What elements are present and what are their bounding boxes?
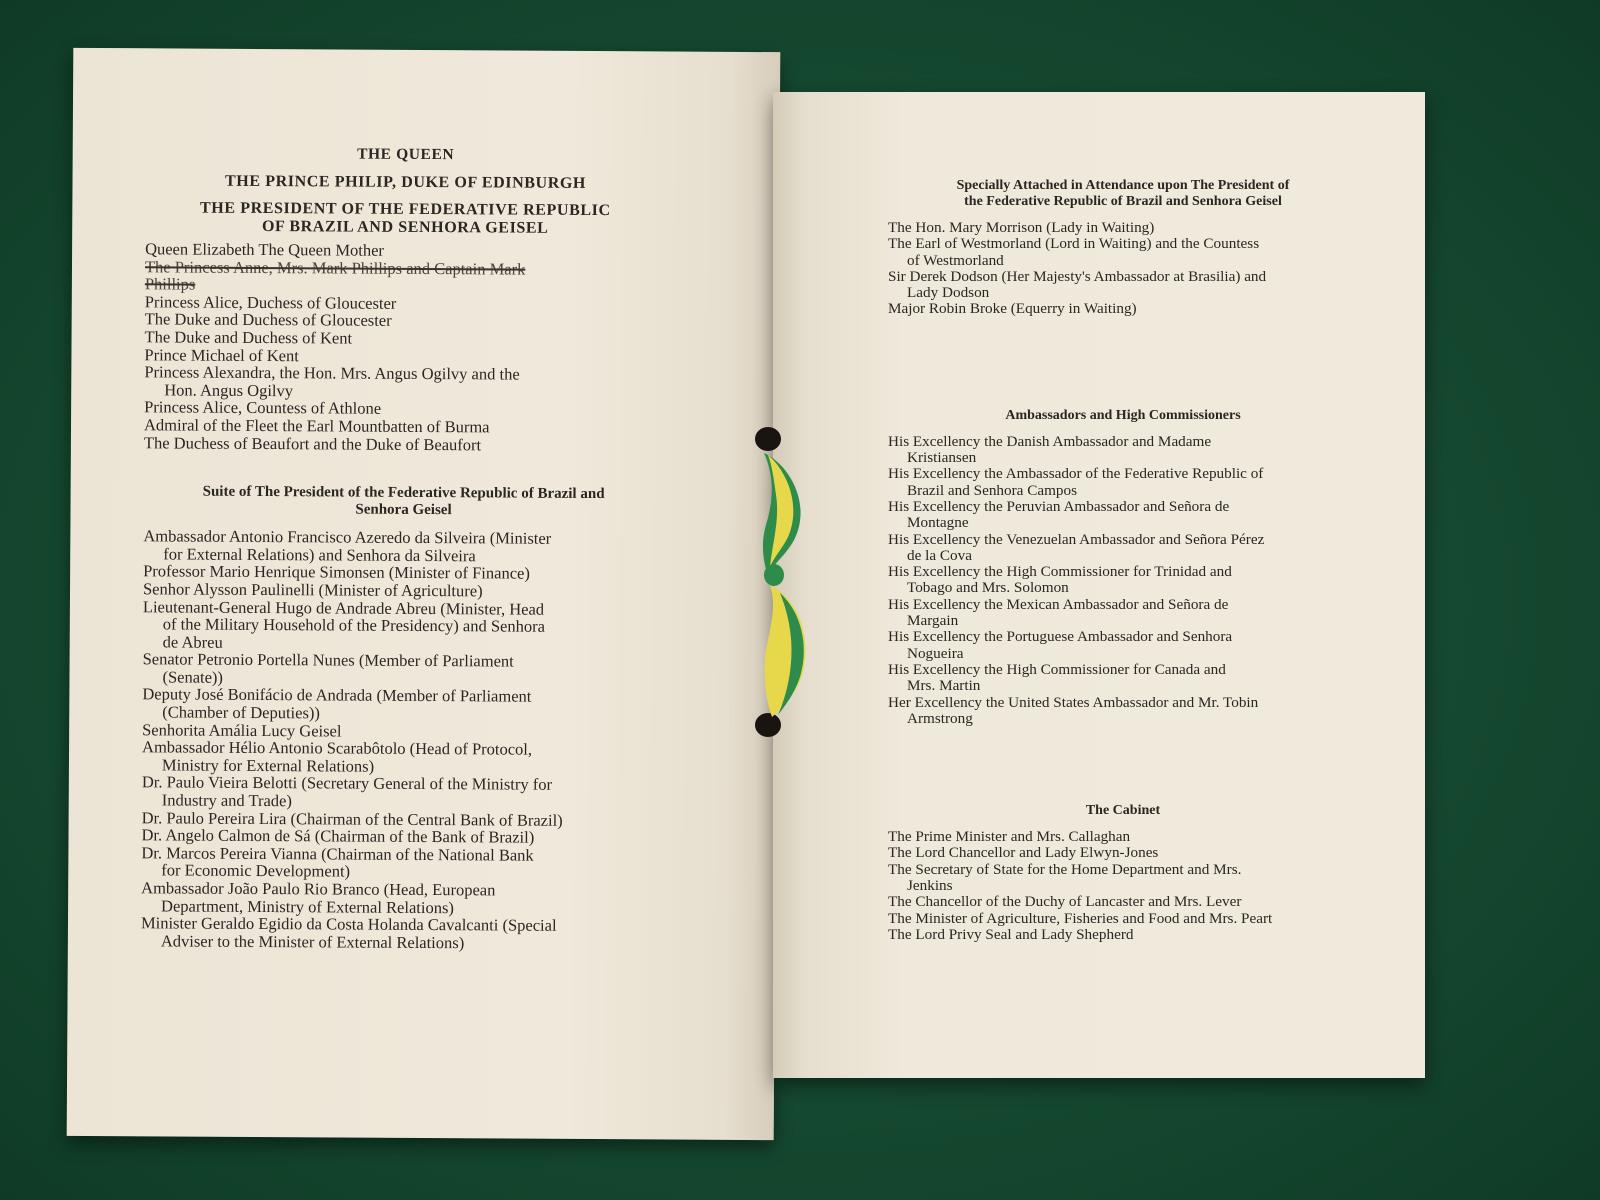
guest-text-continued: Hon. Angus Ogilvy — [164, 380, 294, 400]
list-item — [888, 434, 1358, 467]
ambassador-text-continued: Kristiansen — [907, 449, 977, 467]
list-item — [888, 236, 1358, 269]
suite-text: Dr. Paulo Vieira Belotti (Secretary General of the Ministry for — [141, 772, 553, 795]
suite-heading-line2: Senhora Geisel — [355, 501, 452, 519]
heading-president-line1: THE PRESIDENT OF THE FEDERATIVE REPUBLIC — [199, 199, 611, 220]
suite-text-continued: for External Relations) and Senhora da Silveira — [163, 544, 476, 566]
ambassador-text: His Excellency the Mexican Ambassador and Señora de — [888, 595, 1229, 613]
list-item — [888, 564, 1358, 597]
suite-text: Ambassador João Paulo Rio Branco (Head, European — [141, 878, 496, 900]
guest-text: Princess Alice, Duchess of Gloucester — [144, 292, 397, 313]
attendance-text-continued: Lady Dodson — [907, 284, 990, 302]
royal-guest-list — [144, 240, 665, 454]
suite-text-continued: Adviser to the Minister of External Relations) — [160, 931, 465, 953]
ambassador-text: His Excellency the High Commissioner for Trinidad and — [888, 563, 1232, 581]
list-item — [141, 879, 661, 917]
binding-ribbon — [750, 425, 810, 755]
list-item — [888, 911, 1358, 927]
list-item — [888, 499, 1358, 532]
suite-text: Minister Geraldo Egidio da Costa Holanda Cavalcanti (Special — [140, 913, 557, 936]
suite-text: Professor Mario Henrique Simonsen (Minister of Finance) — [143, 561, 530, 583]
list-item — [144, 363, 664, 401]
cabinet-text: The Lord Privy Seal and Lady Shepherd — [888, 925, 1134, 943]
suite-text: Lieutenant-General Hugo de Andrade Abreu (Minister, Head — [142, 596, 545, 619]
ambassador-text-continued: Tobago and Mrs. Solomon — [907, 579, 1069, 597]
ambassador-text: His Excellency the Peruvian Ambassador and Señora de — [888, 497, 1230, 515]
list-item — [888, 629, 1358, 662]
attendance-text: The Hon. Mary Morrison (Lady in Waiting) — [888, 219, 1155, 236]
ambassador-text-continued: Montagne — [907, 514, 969, 532]
right-page-content — [888, 178, 1358, 943]
ambassador-text: His Excellency the Venezuelan Ambassador and Señora Pérez — [888, 530, 1265, 548]
suite-text: Senator Petronio Portella Nunes (Member of Parliament — [142, 649, 514, 671]
right-page — [773, 92, 1425, 1078]
ambassador-text: Her Excellency the United States Ambassador and Mr. Tobin — [888, 693, 1259, 711]
suite-text-continued: (Senate)) — [162, 667, 224, 687]
ambassador-text-continued: Mrs. Martin — [907, 677, 981, 695]
ambassador-text: His Excellency the Danish Ambassador and Madame — [888, 432, 1212, 450]
suite-text: Ambassador Hélio Antonio Scarabôtolo (Head of Protocol, — [142, 737, 533, 759]
ambassadors-list — [888, 434, 1358, 727]
list-item — [141, 914, 661, 952]
list-item — [143, 598, 663, 654]
attendance-heading-line2: the Federative Republic of Brazil and Senhora Geisel — [964, 194, 1282, 209]
guest-text: Admiral of the Fleet the Earl Mountbatten of Burma — [143, 415, 490, 437]
guest-text: The Duchess of Beaufort and the Duke of Beaufort — [143, 432, 482, 454]
attendance-text: The Earl of Westmorland (Lord in Waiting) and the Countess — [888, 235, 1260, 253]
suite-text-continued: de Abreu — [162, 632, 223, 652]
suite-text: Deputy José Bonifácio de Andrada (Member of Parliament — [142, 684, 532, 707]
list-item — [888, 695, 1358, 728]
cabinet-list — [888, 829, 1358, 943]
guest-text: Princess Alice, Countess of Athlone — [144, 397, 382, 419]
list-item — [888, 829, 1358, 845]
guest-text: The Princess Anne, Mrs. Mark Phillips and Captain Mark — [144, 256, 526, 279]
left-page — [67, 48, 781, 1140]
suite-text-continued: for Economic Development) — [161, 860, 351, 881]
cabinet-text: The Lord Chancellor and Lady Elwyn-Jones — [888, 844, 1159, 862]
binding-hole-top — [755, 427, 781, 451]
ambassador-text: His Excellency the Ambassador of the Federative Republic of — [888, 465, 1264, 483]
ambassador-text-continued: Margain — [907, 612, 959, 630]
list-item — [888, 894, 1358, 910]
suite-text-continued: (Chamber of Deputies)) — [162, 702, 320, 723]
attendance-heading-line1: Specially Attached in Attendance upon The President of — [956, 178, 1290, 193]
ribbon-knot — [764, 564, 784, 586]
attendance-heading — [888, 178, 1358, 210]
guest-text: The Duke and Duchess of Kent — [144, 327, 353, 348]
guest-text: Princess Alexandra, the Hon. Mrs. Angus Ogilvy and the — [144, 362, 520, 384]
list-item — [888, 597, 1358, 630]
ambassador-text-continued: Brazil and Senhora Campos — [907, 481, 1077, 499]
ambassador-text-continued: Nogueira — [907, 644, 964, 662]
list-item — [888, 927, 1358, 943]
list-item — [144, 434, 664, 455]
heading-president-line2: OF BRAZIL AND SENHORA GEISEL — [261, 218, 549, 237]
suite-text: Ambassador Antonio Francisco Azeredo da Silveira (Minister — [143, 526, 552, 548]
suite-text: Dr. Marcos Pereira Vianna (Chairman of the National Bank — [141, 843, 534, 865]
suite-list — [141, 527, 664, 952]
attendance-text: Major Robin Broke (Equerry in Waiting) — [888, 300, 1137, 318]
list-item — [888, 845, 1358, 861]
suite-text: Senhor Alysson Paulinelli (Minister of Agriculture) — [142, 579, 483, 601]
suite-text: Senhorita Amália Lucy Geisel — [142, 719, 342, 741]
list-item — [888, 269, 1358, 302]
list-item — [888, 862, 1358, 895]
suite-text-continued: Ministry for External Relations) — [161, 755, 375, 776]
list-item-struck — [145, 258, 665, 296]
suite-text-continued: Industry and Trade) — [161, 790, 292, 811]
list-item — [888, 220, 1358, 236]
binding-hole-bottom — [755, 713, 781, 737]
cabinet-text: The Minister of Agriculture, Fisheries and Food and Mrs. Peart — [888, 909, 1273, 927]
list-item — [142, 774, 662, 812]
list-item — [143, 527, 663, 565]
attendance-list — [888, 220, 1358, 318]
cabinet-text: The Secretary of State for the Home Department and Mrs. — [888, 860, 1242, 878]
attendance-text-continued: of Westmorland — [907, 251, 1004, 269]
guest-text-continued: Phillips — [144, 274, 196, 294]
attendance-text: Sir Derek Dodson (Her Majesty's Ambassador at Brasilia) and — [888, 267, 1267, 285]
ambassador-text: His Excellency the Portuguese Ambassador and Senhora — [888, 628, 1233, 646]
heading-the-queen: THE QUEEN — [357, 145, 455, 164]
suite-text-continued: of the Military Household of the Presidency) and Senhora — [162, 614, 546, 636]
list-item — [141, 844, 661, 882]
suite-text-continued: Department, Ministry of External Relations) — [161, 895, 454, 917]
heading-prince-philip: THE PRINCE PHILIP, DUKE OF EDINBURGH — [225, 172, 587, 192]
suite-heading-line1: Suite of The President of the Federative Republic of Brazil and — [202, 483, 605, 503]
suite-text: Dr. Paulo Pereira Lira (Chairman of the Central Bank of Brazil) — [141, 807, 563, 830]
list-item — [142, 686, 662, 724]
list-item — [142, 651, 662, 689]
ribbon-icon — [750, 425, 810, 755]
list-item — [888, 466, 1358, 499]
ambassador-text-continued: de la Cova — [907, 546, 972, 564]
list-item — [888, 301, 1358, 317]
list-item — [142, 739, 662, 777]
cabinet-text: The Chancellor of the Duchy of Lancaster and Mrs. Lever — [888, 893, 1242, 911]
list-item — [888, 532, 1358, 565]
cabinet-text: The Prime Minister and Mrs. Callaghan — [888, 828, 1131, 846]
left-page-content — [141, 144, 666, 953]
suite-heading — [143, 483, 663, 520]
suite-text: Dr. Angelo Calmon de Sá (Chairman of the Bank of Brazil) — [141, 825, 535, 847]
ambassador-text-continued: Armstrong — [907, 709, 973, 727]
cabinet-heading: The Cabinet — [1085, 803, 1161, 819]
guest-text: Queen Elizabeth The Queen Mother — [145, 239, 385, 260]
guest-text: Prince Michael of Kent — [144, 344, 299, 365]
ambassador-text: His Excellency the High Commissioner for Canada and — [888, 660, 1226, 678]
cabinet-text-continued: Jenkins — [907, 877, 953, 895]
guest-text: The Duke and Duchess of Gloucester — [144, 309, 392, 331]
list-item — [888, 662, 1358, 695]
ambassadors-heading: Ambassadors and High Commissioners — [1005, 407, 1241, 423]
